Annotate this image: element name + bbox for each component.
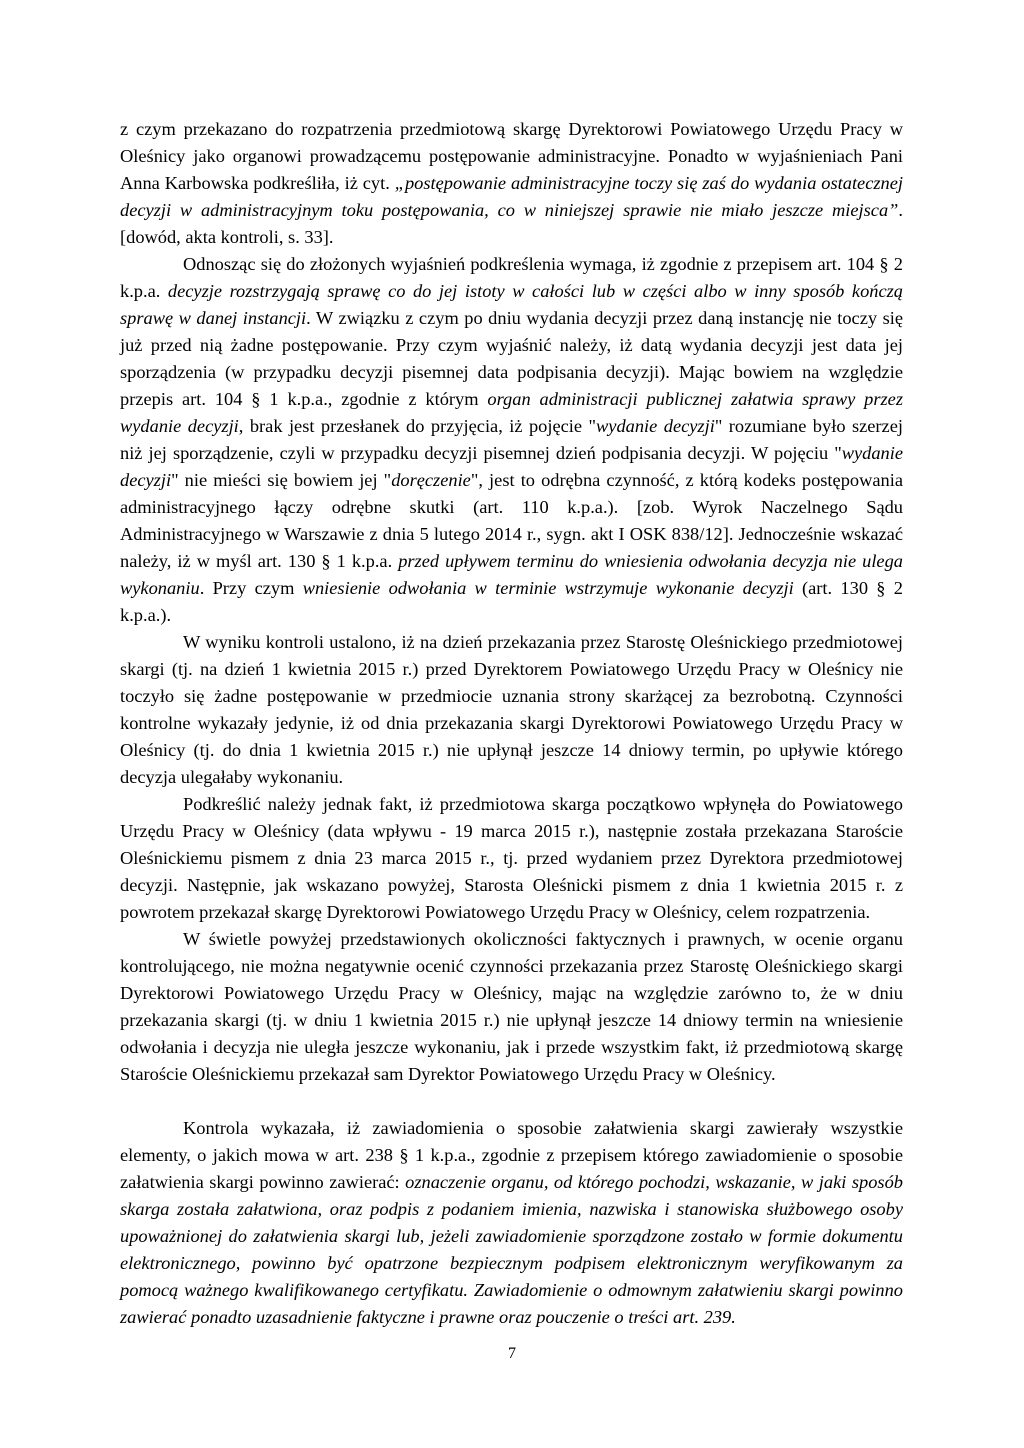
text-run: W wyniku kontroli ustalono, iż na dzień przekazania przez Starostę Oleśnickiego przedmiotowej skargi (tj. na dzień 1 kwietnia 2015 r.) przed Dyrektorem Powiatowego Urzędu Pracy w Oleśnicy nie toczyło się żadne postępowanie w przedmiocie uznania strony skarżącej za bezrobotną. Czynności kontrolne wykazały jedynie, iż od dnia przekazania skargi Dyrektorowi Powiatowego Urzędu Pracy w Oleśnicy (tj. do dnia 1 kwietnia 2015 r.) nie upłynął jeszcze 14 dniowy termin, po upływie którego decyzja ulegałaby wykonaniu. bbox=[120, 632, 903, 787]
italic-run: organ administracji publicznej załatwia sprawy przez wydanie decyzji bbox=[120, 389, 903, 436]
italic-run: wniesienie odwołania w terminie wstrzymuje wykonanie decyzji bbox=[302, 578, 794, 598]
text-run: . [dowód, akta kontroli, s. 33]. bbox=[120, 200, 903, 247]
text-run: Podkreślić należy jednak fakt, iż przedmiotowa skarga początkowo wpłynęła do Powiatowego Urzędu Pracy w Oleśnicy (data wpływu - 19 marca 2015 r.), następnie została przekazana Staroście Oleśnickiemu pismem z dnia 23 marca 2015 r., tj. przed wydaniem przez Dyrektora przedmiotowej decyzji. Następnie, jak wskazano powyżej, Starosta Oleśnicki pismem z dnia 1 kwietnia 2015 r. z powrotem przekazał skargę Dyrektorowi Powiatowego Urzędu Pracy w Oleśnicy, celem rozpatrzenia. bbox=[120, 794, 903, 922]
italic-run: doręczenie bbox=[391, 470, 471, 490]
paragraph-3 bbox=[120, 629, 903, 791]
text-run: W świetle powyżej przedstawionych okoliczności faktycznych i prawnych, w ocenie organu kontrolującego, nie można negatywnie ocenić czynności przekazania przez Starostę Oleśnickiego skargi Dyrektorowi Powiatowego Urzędu Pracy w Oleśnicy, mając na względzie zarówno to, że w dniu przekazania skargi (tj. w dniu 1 kwietnia 2015 r.) nie upłynął jeszcze 14 dniowy termin na wniesienie odwołania i decyzja nie uległa jeszcze wykonaniu, jak i przede wszystkim fakt, iż przedmiotową skargę Staroście Oleśnickiemu przekazał sam Dyrektor Powiatowego Urzędu Pracy w Oleśnicy. bbox=[120, 929, 903, 1084]
paragraph-2 bbox=[120, 251, 903, 629]
text-run: " rozumiane było szerzej niż jej sporządzenie, czyli w przypadku decyzji pisemnej dzień podpisania decyzji. W pojęciu " bbox=[120, 416, 903, 463]
document-body bbox=[120, 116, 903, 1331]
italic-run: „postępowanie administracyjne toczy się zaś do wydania ostatecznej decyzji w administracyjnym toku postępowania, co w niniejszej sprawie nie miało jeszcze miejsca” bbox=[120, 173, 903, 220]
italic-run: wydanie decyzji bbox=[120, 443, 903, 490]
text-run: ", jest to odrębna czynność, z którą kodeks postępowania administracyjnego łączy odrębne skutki (art. 110 k.p.a.). [zob. Wyrok Naczelnego Sądu Administracyjnego w Warszawie z dnia 5 lutego 2014 r., sygn. akt I OSK 838/12]. Jednocześnie wskazać należy, iż w myśl art. 130 § 1 k.p.a. bbox=[120, 470, 903, 571]
italic-run: oznaczenie organu, od którego pochodzi, wskazanie, w jaki sposób skarga została załatwiona, oraz podpis z podaniem imienia, nazwiska i stanowiska służbowego osoby upoważnionej do załatwienia skargi lub, jeżeli zawiadomienie sporządzone zostało w formie dokumentu elektronicznego, powinno być opatrzone bezpiecznym podpisem elektronicznym weryfikowanym za pomocą ważnego kwalifikowanego certyfikatu. Zawiadomienie o odmownym załatwieniu skargi powinno zawierać ponadto uzasadnienie faktyczne i prawne oraz pouczenie o treści art. 239. bbox=[120, 1172, 903, 1327]
italic-run: wydanie decyzji bbox=[596, 416, 715, 436]
paragraph-4 bbox=[120, 791, 903, 926]
text-run: z czym przekazano do rozpatrzenia przedmiotową skargę Dyrektorowi Powiatowego Urzędu Pracy w Oleśnicy jako organowi prowadzącemu postępowanie administracyjne. Ponadto w wyjaśnieniach Pani Anna Karbowska podkreśliła, iż cyt. bbox=[120, 119, 903, 193]
italic-run: decyzje rozstrzygają sprawę co do jej istoty w całości lub w części albo w inny sposób kończą sprawę w danej instancji bbox=[120, 281, 903, 328]
text-run: . Przy czym bbox=[199, 578, 303, 598]
text-run: Kontrola wykazała, iż zawiadomienia o sposobie załatwienia skargi zawierały wszystkie elementy, o jakich mowa w art. 238 § 1 k.p.a., zgodnie z przepisem którego zawiadomienie o sposobie załatwienia skargi powinno zawierać: bbox=[120, 1118, 903, 1192]
italic-run: przed upływem terminu do wniesienia odwołania decyzja nie ulega wykonaniu bbox=[120, 551, 903, 598]
page-number: 7 bbox=[508, 1345, 516, 1362]
text-run: " nie mieści się bowiem jej " bbox=[171, 470, 392, 490]
text-run: (art. 130 § 2 k.p.a.). bbox=[120, 578, 903, 625]
text-run: , brak jest przesłanek do przyjęcia, iż pojęcie " bbox=[238, 416, 597, 436]
text-run: Odnosząc się do złożonych wyjaśnień podkreślenia wymaga, iż zgodnie z przepisem art. 104 § 2 k.p.a. bbox=[120, 254, 903, 301]
paragraph-5 bbox=[120, 926, 903, 1088]
text-run: . W związku z czym po dniu wydania decyzji przez daną instancję nie toczy się już przed nią żadne postępowanie. Przy czym wyjaśnić należy, iż datą wydania decyzji jest data jej sporządzenia (w przypadku decyzji pisemnej data podpisania decyzji). Mając bowiem na względzie przepis art. 104 § 1 k.p.a., zgodnie z którym bbox=[120, 308, 903, 409]
paragraph-6 bbox=[120, 1115, 903, 1331]
paragraph-1 bbox=[120, 116, 903, 251]
